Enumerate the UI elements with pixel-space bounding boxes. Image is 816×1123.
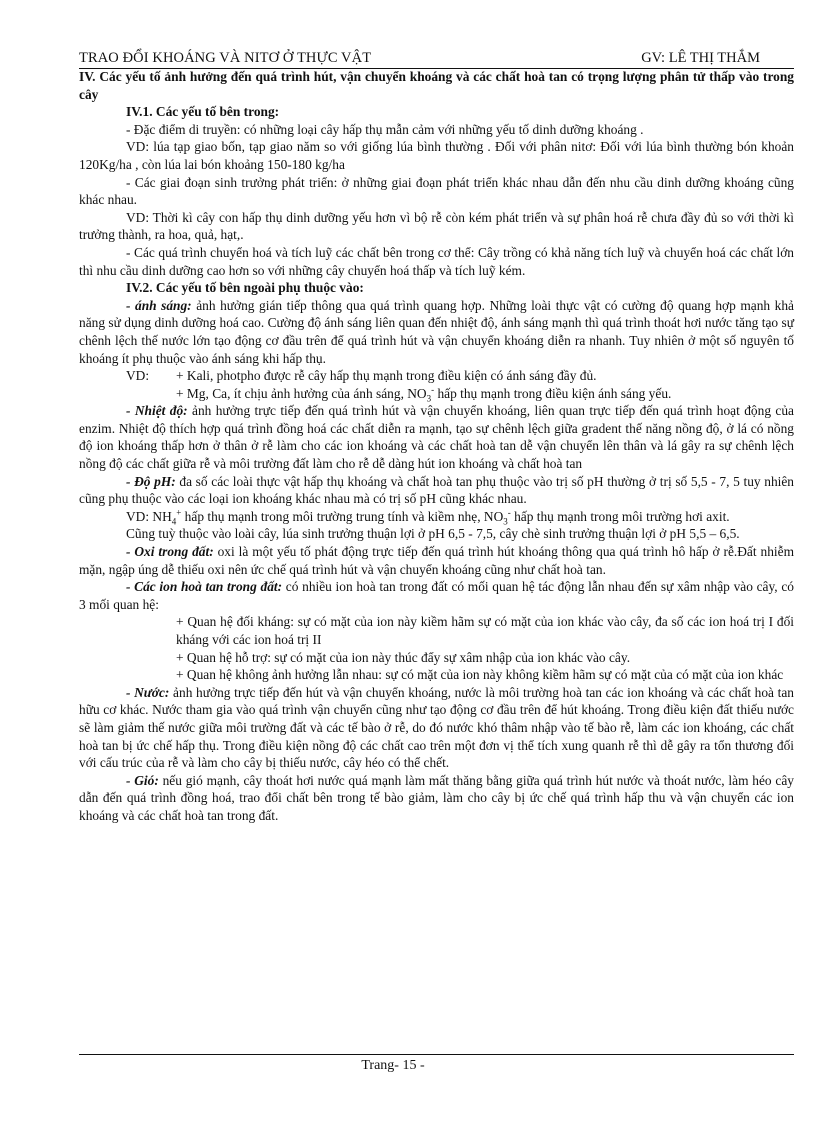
paragraph-light: - ánh sáng: ảnh hưởng gián tiếp thông qua quá trình quang hợp. Những loài thực vật có cường độ quang hợp mạnh khả năng sử dụng dinh dưỡng hoá cao. Cường độ ánh sáng liên quan đến nhiệt độ, ánh sáng mạnh thì quá trình thoát hơi nước tăng tạo sự chênh lệch thế nước lớn tạo động cơ đầu trên để quá trình hút và vận chuyển khoáng diễn ra nhanh. Tuy nhiên ở một số nguyên tố khoáng ít phụ thuộc vào ánh sáng khi hấp thụ. — [79, 297, 794, 366]
paragraph-oxygen: - Oxi trong đất: oxi là một yếu tố phát động trực tiếp đến quá trình hút khoáng thông qua quá trình hô hấp ở rễ.Đất nhiễm mặn, ngập úng dễ thiếu oxi nên ức chế quá trình hút và vận chuyển khoáng cũng như chất hoà tan. — [79, 544, 794, 577]
example-light-1: VD: + Kali, photpho được rễ cây hấp thụ mạnh trong điều kiện có ánh sáng đầy đủ. — [79, 367, 794, 385]
paragraph-temperature: - Nhiệt độ: ảnh hưởng trực tiếp đến quá trình hút và vận chuyển khoáng, liên quan trực tiếp đến quá trình hoạt động của enzim. Nhiệt độ thích hợp quá trình đồng hoá các chất diễn ra mạnh, tạo sự chênh lệch giữa gradent thế năng nồng độ, ở lá có nồng độ ion khoáng thấp hơn ở thân ở rễ làm cho các ion khoáng và các chất hoà tan dễ vận chuyển lên thân và lá gây ra sự chênh lệch nồng độ các chất giữa rễ và môi trường đất làm cho rễ dễ dàng hút ion khoáng và chất hoà tan — [79, 403, 794, 472]
section-title: IV. Các yếu tố ảnh hưởng đến quá trình hút, vận chuyển khoáng và các chất hoà tan có trọng lượng phân tử thấp vào trong cây — [79, 69, 794, 102]
paragraph-wind: - Gió: nếu gió mạnh, cây thoát hơi nước quá mạnh làm mất thăng bằng giữa quá trình hút nước và thoát nước, làm héo cây dẫn đến quá trình đồng hoá, trao đổi chất bên trong tế bào giảm, làm cho cây bị ức chế quá trình hấp thu và vận chuyển các ion khoáng và các chất hoà tan trong đất. — [79, 772, 794, 823]
paragraph-ions: - Các ion hoà tan trong đất: có nhiều ion hoà tan trong đất có mối quan hệ tác động lẫn nhau đến sự xâm nhập vào cây, có 3 mối quan hệ: — [79, 579, 794, 612]
paragraph-ph: - Độ pH: đa số các loài thực vật hấp thụ khoáng và chất hoà tan phụ thuộc vào trị số pH thường ở trị số 5,5 - 7, 5 tuy nhiên cũng phụ thuộc vào các loại ion khoáng khác nhau mà có trị số pH cũng khác nhau. — [79, 473, 794, 507]
header-title: TRAO ĐỔI KHOÁNG VÀ NITƠ Ở THỰC VẬT — [79, 50, 372, 66]
paragraph: VD: Thời kì cây con hấp thụ dinh dưỡng yếu hơn vì bộ rễ còn kém phát triển và sự phân hoá rễ chưa đầy đủ so với thời kì trưởng thành, ra hoa, quả, hạt,. — [79, 209, 794, 243]
ion-relation-3: + Quan hệ không ảnh hưởng lẫn nhau: sự có mặt của ion này không kiềm hãm sự có mặt của có mặt của ion khác — [176, 667, 784, 683]
page-header — [79, 48, 794, 69]
paragraph-water: - Nước: ảnh hưởng trực tiếp đến hút và vận chuyển khoáng, nước là môi trường hoà tan các ion khoáng và các chất hoà tan hữu cơ khác. Nước tham gia vào quá trình vận chuyển cũng như tạo động cơ đầu trên để hút khoáng. Trong điều kiện đất thiếu nước sẽ làm giảm thế nước giữa môi trường đất và các tế bào ở rễ, do đó nước khó thâm nhập vào tế bào rễ, làm các ion khoáng, các chất hoà tan bị ức chế hấp thụ. Trong điều kiện nồng độ các chất cao trên một đơn vị thể tích xung quanh rễ thì dễ gây ra tổn thương đối với cấu trúc của rễ và làm cho cây bị thiếu nước, cây héo có thể chết. — [79, 684, 794, 771]
ion-relation-2: + Quan hệ hỗ trợ: sự có mặt của ion này thúc đẩy sự xâm nhập của ion khác vào cây. — [176, 649, 631, 665]
document-body — [79, 68, 794, 825]
page-number: Trang- 15 - — [361, 1058, 425, 1073]
ion-relation-1: + Quan hệ đối kháng: sự có mặt của ion này kiềm hãm sự có mặt của ion khác vào cây, đa số các ion hoá trị I đối kháng với các ion hoá trị II — [176, 614, 794, 647]
term-oxygen: - Oxi trong đất: — [126, 544, 214, 560]
term-wind: - Gió: — [126, 772, 159, 788]
term-ph: - Độ pH: — [126, 473, 176, 489]
paragraph: VD: lúa tạp giao bốn, tạp giao năm so với giống lúa bình thường . Đối với phân nitơ: Đối với lúa bình thường bón khoản 120Kg/ha , còn lúa lai bón khoảng 150-180 kg/ha — [79, 139, 794, 172]
page-footer — [0, 1058, 816, 1074]
paragraph: - Các quá trình chuyển hoá và tích luỹ các chất bên trong cơ thể: Cây trồng có khả năng tích luỹ và chuyển hoá các chất lớn thì nhu cầu dinh dưỡng cao hơn so với những cây chuyển hoá thấp và tích luỹ kém. — [79, 244, 794, 278]
paragraph: - Đặc điểm di truyền: có những loại cây hấp thụ mẫn cảm với những yếu tố dinh dưỡng khoáng . — [126, 121, 644, 137]
example-ph: VD: $NH_4^+$ hấp thụ mạnh trong môi trường trung tính và kiềm nhẹ, $NO_3^-$ hấp thụ mạnh trong môi trường hơi axit. — [126, 507, 730, 527]
term-water: - Nước: — [126, 684, 170, 700]
subsection-title-internal: IV.1. Các yếu tố bên trong: — [126, 104, 280, 120]
subsection-title-external: IV.2. Các yếu tố bên ngoài phụ thuộc vào: — [126, 280, 364, 296]
paragraph: - Các giai đoạn sinh trưởng phát triển: ở những giai đoạn phát triển khác nhau dẫn đến nhu cầu dinh dưỡng khoáng cũng khác nhau. — [79, 174, 794, 208]
term-temperature: - Nhiệt độ: — [126, 403, 188, 419]
paragraph: Cũng tuỳ thuộc vào loài cây, lúa sinh trưởng thuận lợi ở pH 6,5 - 7,5, cây chè sinh trưởng thuận lợi ở pH 5,5 – 6,5. — [126, 526, 740, 542]
term-ions: - Các ion hoà tan trong đất: — [126, 579, 283, 595]
example-light-2: + Mg, Ca, ít chịu ảnh hưởng của ánh sáng, $NO_3^-$ hấp thụ mạnh trong điều kiện ánh sáng yếu. — [176, 384, 672, 404]
example-label: VD: — [126, 368, 150, 384]
header-author: GV: LÊ THỊ THẮM — [641, 50, 760, 66]
footer-divider — [79, 1054, 794, 1055]
term-light: - ánh sáng: — [126, 297, 192, 313]
